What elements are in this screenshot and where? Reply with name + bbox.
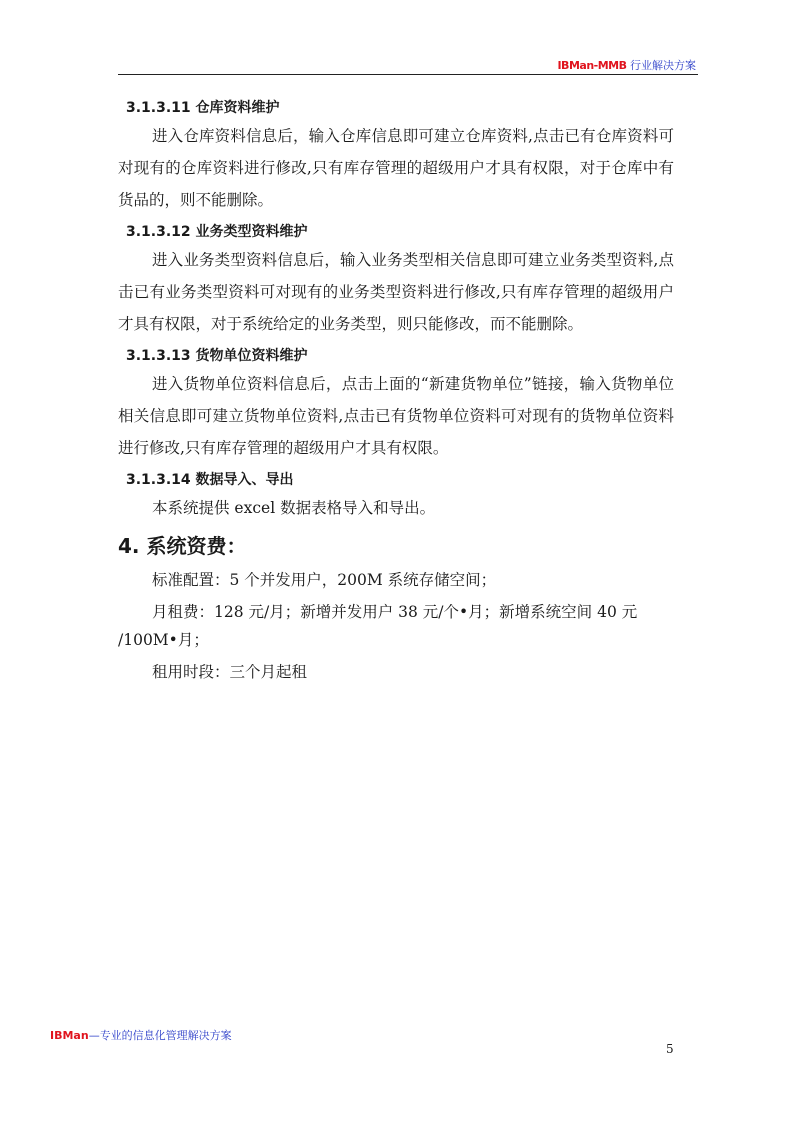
document-body xyxy=(118,96,674,688)
page-header xyxy=(118,56,698,75)
fees-monthly-rent-cont: /100M•月； xyxy=(118,631,209,649)
fees-monthly-rent: 月租费：128 元/月；新增并发用户 38 元/个•月；新增系统空间 40 元 xyxy=(152,603,638,621)
footer-logo xyxy=(50,1027,232,1043)
header-tagline: 行业解决方案 xyxy=(630,59,696,72)
fees-rental-period: 租用时段：三个月起租 xyxy=(152,663,308,681)
fees-standard-config: 标准配置：5 个并发用户，200M 系统存储空间； xyxy=(152,571,497,589)
header-logo xyxy=(557,57,696,73)
page-number: 5 xyxy=(666,1042,674,1056)
section-body-3-1-3-13: 进入货物单位资料信息后，点击上面的“新建货物单位”链接，输入货物单位相关信息即可建立货物单位资料,点击已有货物单位资料可对现有的货物单位资料进行修改,只有库存管理的超级用户才具有权限。 xyxy=(118,375,674,457)
footer-brand: IBMan xyxy=(50,1029,89,1042)
section-body-3-1-3-12: 进入业务类型资料信息后，输入业务类型相关信息即可建立业务类型资料,点击已有业务类型资料可对现有的业务类型资料进行修改,只有库存管理的超级用户才具有权限，对于系统给定的业务类型，则只能修改，而不能删除。 xyxy=(118,251,674,333)
section-heading-3-1-3-13: 3.1.3.13 货物单位资料维护 xyxy=(126,348,308,364)
section-heading-3-1-3-12: 3.1.3.12 业务类型资料维护 xyxy=(126,224,308,240)
footer-tagline: —专业的信息化管理解决方案 xyxy=(88,1029,232,1042)
section-heading-3-1-3-14: 3.1.3.14 数据导入、导出 xyxy=(126,472,294,488)
fees-heading: 4. 系统资费： xyxy=(118,534,247,558)
section-heading-3-1-3-11: 3.1.3.11 仓库资料维护 xyxy=(126,100,280,116)
section-body-3-1-3-11: 进入仓库资料信息后，输入仓库信息即可建立仓库资料,点击已有仓库资料可对现有的仓库资料进行修改,只有库存管理的超级用户才具有权限，对于仓库中有货品的，则不能删除。 xyxy=(118,127,674,209)
section-body-3-1-3-14: 本系统提供 excel 数据表格导入和导出。 xyxy=(152,499,436,517)
header-brand: IBMan-MMB xyxy=(557,59,627,72)
